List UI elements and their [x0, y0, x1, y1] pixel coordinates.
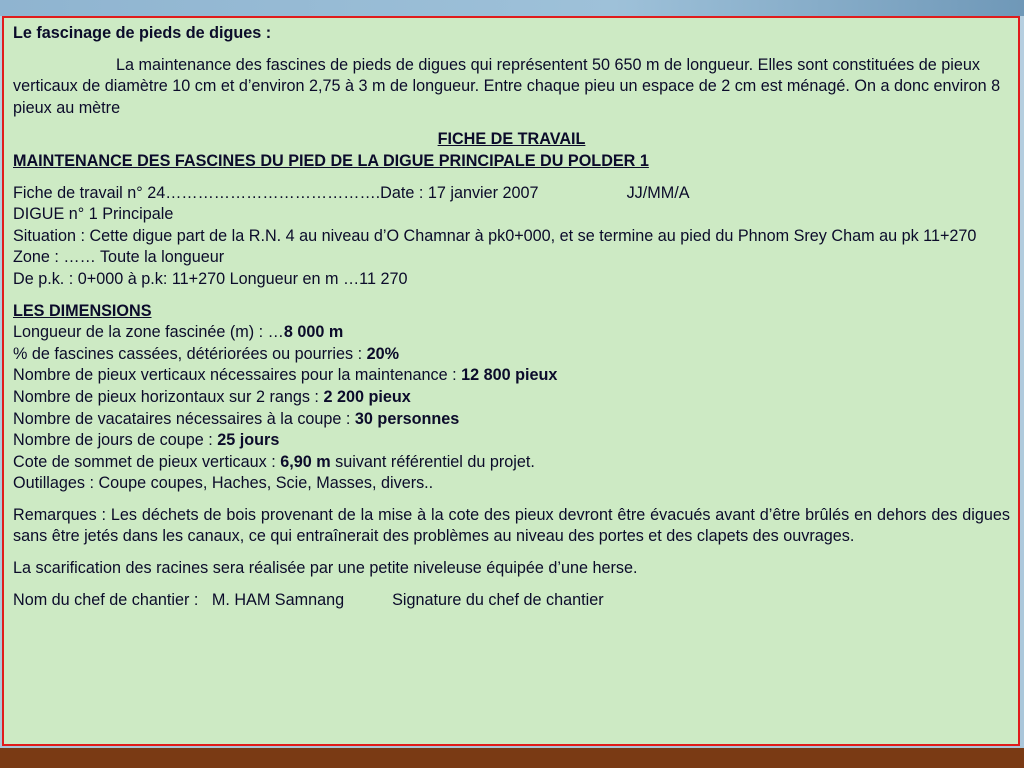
intro-paragraph: La maintenance des fascines de pieds de digues qui représentent 50 650 m de longueur. Elles sont constituées de pieux verticaux de diamètre 10 cm et d’environ 2,75 à 3 m de longueur. Entre chaque pieu un espace de 2 cm est ménagé. On a donc environ 8 pieux au mètre — [13, 55, 1001, 117]
fiche-number-date: Fiche de travail n° 24………………………………….Date : 17 janvier 2007 — [13, 183, 539, 202]
chef-line — [13, 590, 1010, 612]
dimension-item: Nombre de pieux verticaux nécessaires pour la maintenance : 12 800 pieux — [13, 366, 558, 385]
chef-name: M. HAM Samnang — [211, 590, 345, 609]
pk-line: De p.k. : 0+000 à p.k: 11+270 Longueur en m …11 270 — [13, 269, 408, 288]
date-format: JJ/MM/A — [626, 183, 690, 202]
scarification-line: La scarification des racines sera réalisée par une petite niveleuse équipée d’une herse. — [13, 559, 638, 578]
fiche-subtitle: MAINTENANCE DES FASCINES DU PIED DE LA DIGUE PRINCIPALE DU POLDER 1 — [13, 151, 649, 170]
chef-label: Nom du chef de chantier : — [13, 590, 199, 609]
section-heading: Le fascinage de pieds de digues : — [13, 24, 272, 42]
dimension-item: % de fascines cassées, détériorées ou pourries : 20% — [13, 344, 400, 363]
fiche-title: FICHE DE TRAVAIL — [437, 130, 586, 149]
dimension-item: Longueur de la zone fascinée (m) : …8 000 m — [13, 323, 344, 342]
dimension-item: Cote de sommet de pieux verticaux : 6,90 m suivant référentiel du projet. — [13, 452, 535, 471]
outillages-line: Outillages : Coupe coupes, Haches, Scie, Masses, divers.. — [13, 474, 434, 493]
slide-bottom-bar — [0, 748, 1024, 768]
dimensions-title: LES DIMENSIONS — [13, 301, 152, 320]
fiche-number-line — [13, 183, 1010, 205]
dimension-item: Nombre de jours de coupe : 25 jours — [13, 431, 280, 450]
dimension-item: Nombre de pieux horizontaux sur 2 rangs : 2 200 pieux — [13, 387, 411, 406]
zone-line: Zone : …… Toute la longueur — [13, 248, 225, 267]
signature-label: Signature du chef de chantier — [392, 590, 604, 609]
remarques-paragraph: Remarques : Les déchets de bois provenant de la mise à la cote des pieux devront être évacués avant d’être brûlés en dehors des digues sans être jetés dans les canaux, ce qui entraînerait des problèmes au niveau des portes et des clapets des ouvrages. — [13, 505, 1010, 546]
slide-top-background — [0, 0, 1024, 16]
dimension-item: Nombre de vacataires nécessaires à la coupe : 30 personnes — [13, 409, 460, 428]
situation-line: Situation : Cette digue part de la R.N. 4 au niveau d’O Chamnar à pk0+000, et se termine au pied du Phnom Srey Cham au pk 11+270 — [13, 226, 977, 245]
dimensions-list — [13, 322, 1010, 473]
digue-line: DIGUE n° 1 Principale — [13, 205, 174, 224]
document-panel — [2, 16, 1020, 746]
